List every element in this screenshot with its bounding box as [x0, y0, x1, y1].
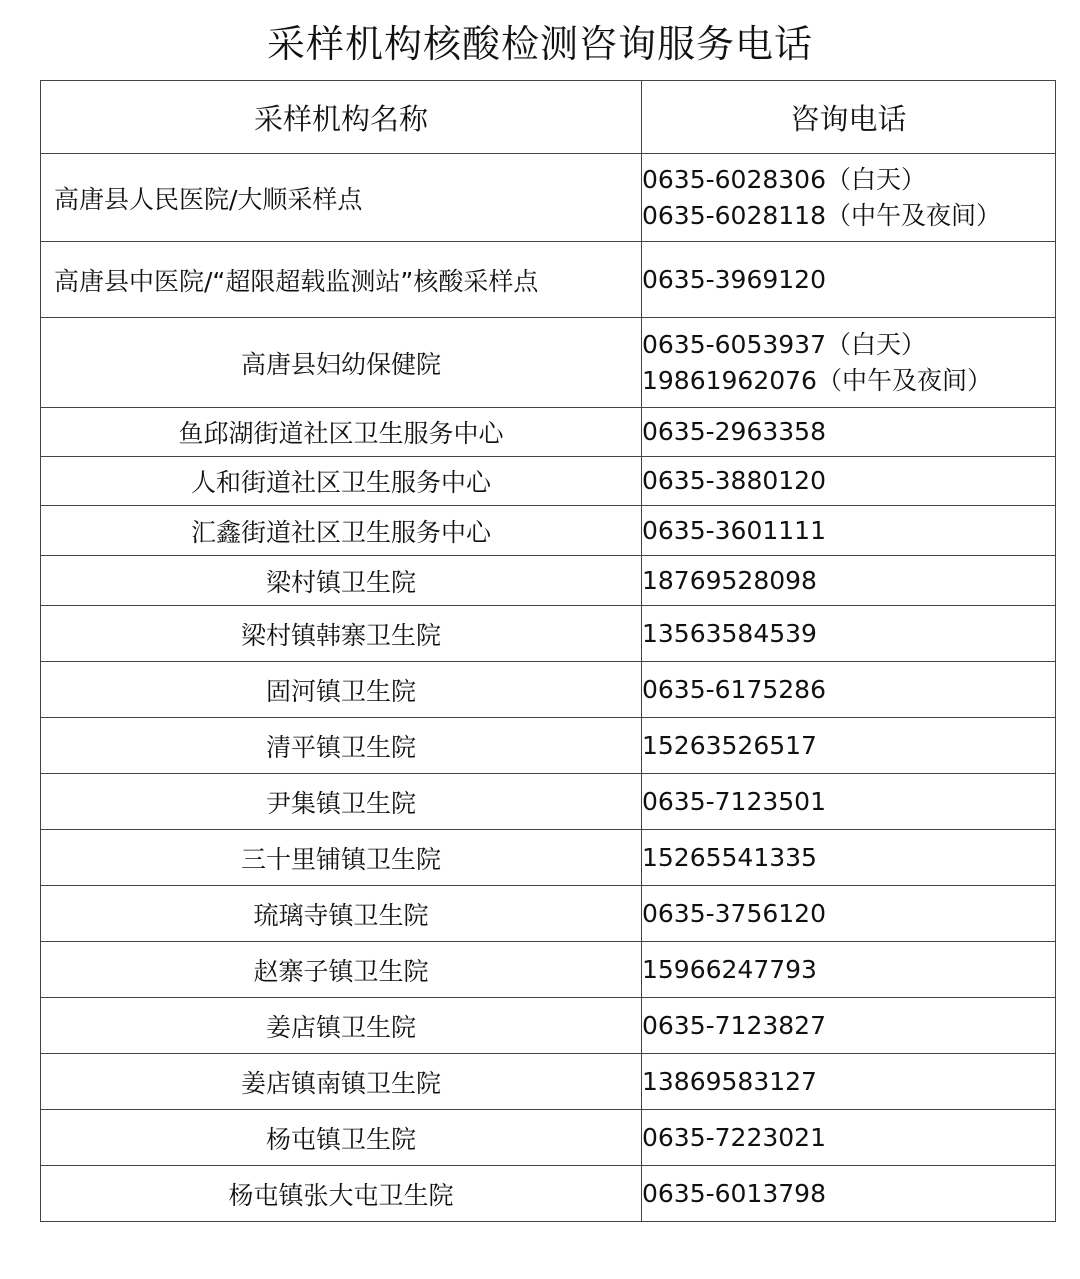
table-row: [41, 154, 1056, 242]
institution-name-cell: 人和街道社区卫生服务中心: [41, 457, 642, 506]
phone-cell: [642, 506, 1056, 556]
phone-cell: [642, 318, 1056, 408]
phone-cell: [642, 774, 1056, 830]
institution-name-cell: 三十里铺镇卫生院: [41, 830, 642, 886]
institution-name-cell: 高唐县人民医院/大顺采样点: [41, 154, 642, 242]
phone-number: 18769528098: [642, 565, 817, 595]
phone-number: 19861962076（中午及夜间）: [642, 365, 992, 395]
phone-cell: [642, 457, 1056, 506]
table-row: [41, 886, 1056, 942]
table-row: [41, 242, 1056, 318]
table-row: [41, 606, 1056, 662]
table-row: [41, 457, 1056, 506]
institution-name-cell: 梁村镇卫生院: [41, 556, 642, 606]
table-row: [41, 556, 1056, 606]
header-row: [41, 81, 1056, 154]
phone-cell: [642, 942, 1056, 998]
column-header-phone: 咨询电话: [642, 81, 1056, 154]
institution-name-cell: 赵寨子镇卫生院: [41, 942, 642, 998]
table-row: [41, 830, 1056, 886]
consultation-phone-table: [40, 80, 1056, 1222]
table-row: [41, 506, 1056, 556]
institution-name-cell: 姜店镇卫生院: [41, 998, 642, 1054]
institution-name-cell: 尹集镇卫生院: [41, 774, 642, 830]
institution-name-cell: 清平镇卫生院: [41, 718, 642, 774]
phone-cell: [642, 718, 1056, 774]
phone-cell: [642, 830, 1056, 886]
institution-name-cell: 杨屯镇卫生院: [41, 1110, 642, 1166]
phone-cell: [642, 556, 1056, 606]
table-row: [41, 662, 1056, 718]
phone-number: 0635-2963358: [642, 417, 826, 446]
table-header: [41, 81, 1056, 154]
table-row: [41, 1166, 1056, 1222]
column-header-name: 采样机构名称: [41, 81, 642, 154]
phone-number: 13563584539: [642, 618, 817, 648]
table-row: [41, 718, 1056, 774]
table-row: [41, 774, 1056, 830]
institution-name-cell: 姜店镇南镇卫生院: [41, 1054, 642, 1110]
phone-cell: [642, 1166, 1056, 1222]
phone-cell: [642, 606, 1056, 662]
phone-number: 0635-6028306（白天）: [642, 164, 926, 194]
institution-name-cell: 高唐县妇幼保健院: [41, 318, 642, 408]
phone-cell: [642, 242, 1056, 318]
phone-number: 0635-7223021: [642, 1122, 826, 1152]
institution-name-cell: 鱼邱湖街道社区卫生服务中心: [41, 408, 642, 457]
page-title: 采样机构核酸检测咨询服务电话: [266, 22, 813, 66]
phone-number: 0635-7123827: [642, 1010, 826, 1040]
phone-number: 0635-6013798: [642, 1178, 826, 1208]
institution-name-cell: 梁村镇韩寨卫生院: [41, 606, 642, 662]
phone-cell: [642, 886, 1056, 942]
institution-name-cell: 固河镇卫生院: [41, 662, 642, 718]
table-row: [41, 318, 1056, 408]
institution-name-cell: 汇鑫街道社区卫生服务中心: [41, 506, 642, 556]
phone-number: 0635-7123501: [642, 786, 826, 816]
phone-number: 0635-6053937（白天）: [642, 329, 926, 359]
phone-number: 0635-3880120: [642, 466, 826, 495]
phone-number: 0635-6028118（中午及夜间）: [642, 200, 1001, 230]
table-row: [41, 1054, 1056, 1110]
institution-name-cell: 高唐县中医院/“超限超载监测站”核酸采样点: [41, 242, 642, 318]
phone-number: 0635-3756120: [642, 898, 826, 928]
institution-name-cell: 杨屯镇张大屯卫生院: [41, 1166, 642, 1222]
table-row: [41, 408, 1056, 457]
phone-number: 0635-3969120: [642, 264, 826, 294]
phone-number: 15263526517: [642, 730, 817, 760]
table-body: [41, 154, 1056, 1222]
phone-cell: [642, 662, 1056, 718]
table-row: [41, 1110, 1056, 1166]
table-row: [41, 942, 1056, 998]
phone-cell: [642, 1054, 1056, 1110]
phone-cell: [642, 408, 1056, 457]
phone-number: 0635-6175286: [642, 674, 826, 704]
phone-cell: [642, 998, 1056, 1054]
phone-number: 13869583127: [642, 1066, 817, 1096]
institution-name-cell: 琉璃寺镇卫生院: [41, 886, 642, 942]
phone-number: 15966247793: [642, 954, 817, 984]
phone-cell: [642, 154, 1056, 242]
phone-number: 0635-3601111: [642, 515, 826, 545]
phone-cell: [642, 1110, 1056, 1166]
phone-number: 15265541335: [642, 842, 817, 872]
table-row: [41, 998, 1056, 1054]
